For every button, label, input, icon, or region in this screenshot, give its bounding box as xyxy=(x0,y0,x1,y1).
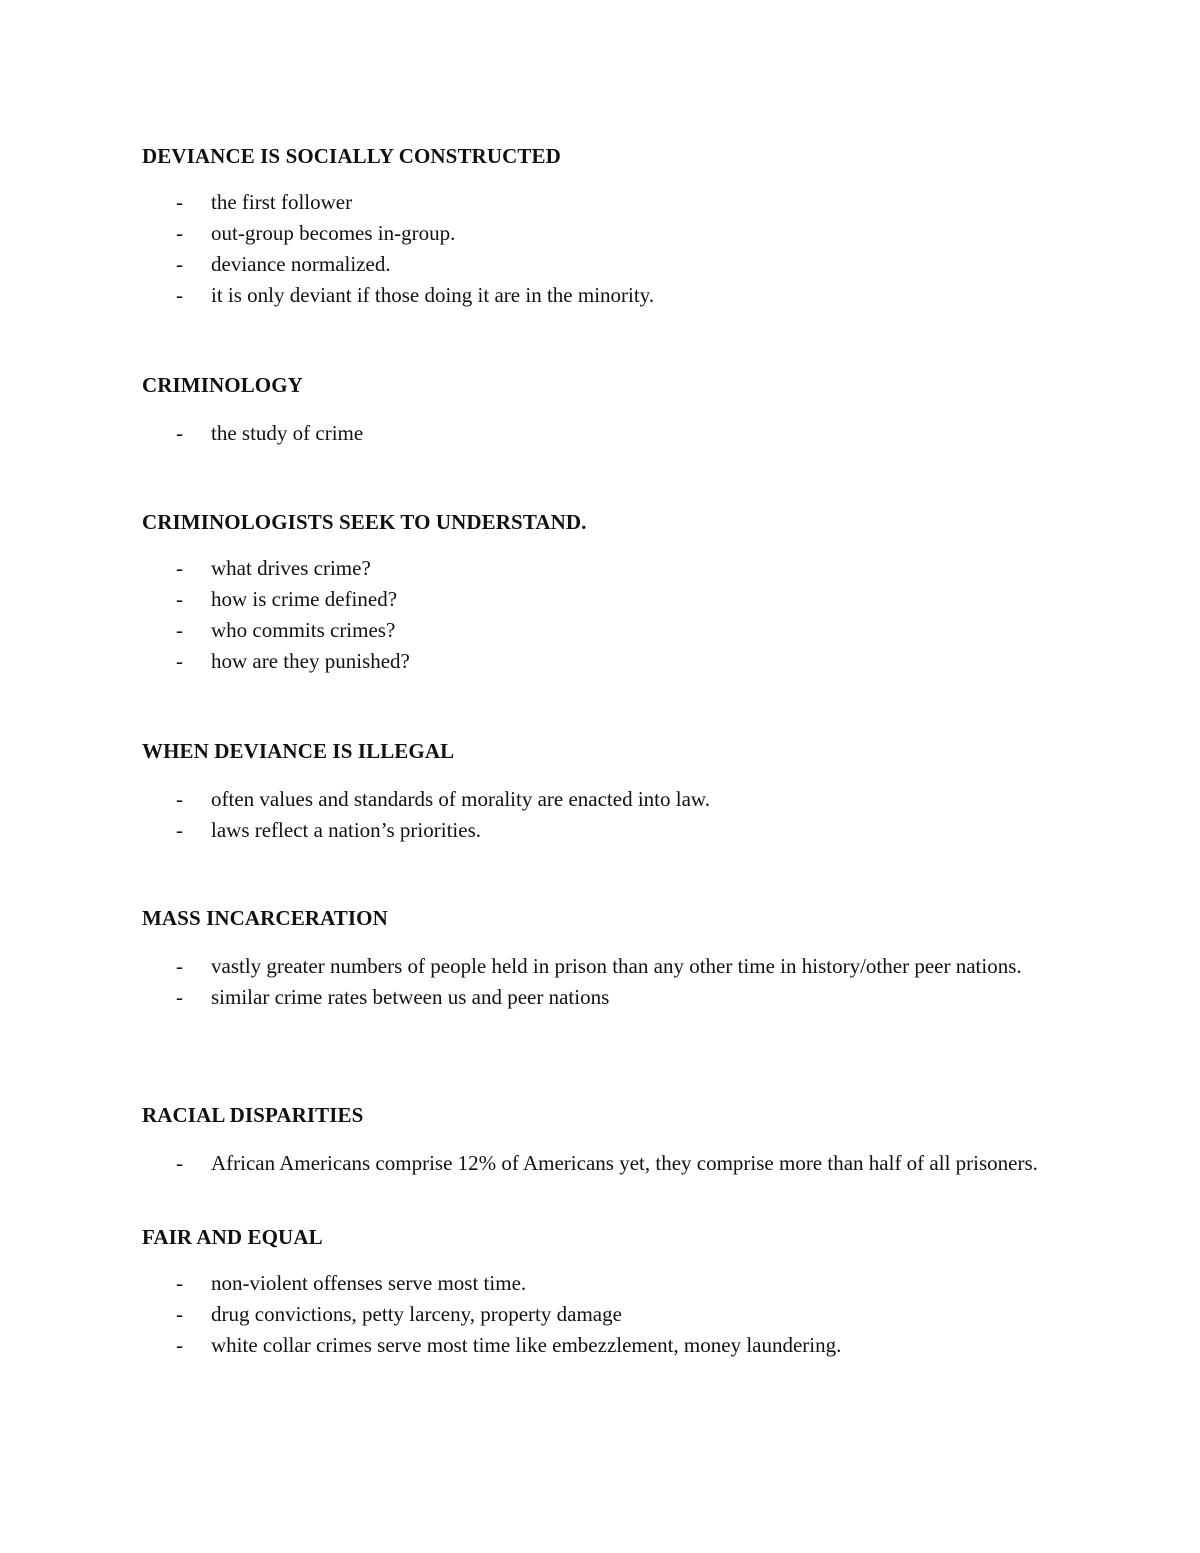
bullet-list xyxy=(142,951,1062,1013)
list-item xyxy=(142,1148,1062,1179)
section-racial-disparities xyxy=(142,1102,1062,1179)
list-item xyxy=(142,1330,1062,1361)
list-item xyxy=(142,280,1062,311)
section-deviance-socially-constructed xyxy=(142,143,1062,311)
list-item xyxy=(142,951,1062,982)
list-item xyxy=(142,418,1062,449)
list-item xyxy=(142,815,1062,846)
list-item xyxy=(142,982,1062,1013)
bullet-dash: - xyxy=(176,1302,183,1326)
list-item xyxy=(142,1299,1062,1330)
list-item-text: who commits crimes? xyxy=(211,618,396,642)
bullet-list xyxy=(142,784,1062,846)
section-heading: CRIMINOLOGY xyxy=(142,373,303,397)
list-item xyxy=(142,646,1062,677)
list-item-text: drug convictions, petty larceny, property damage xyxy=(211,1302,622,1326)
section-criminology xyxy=(142,372,1062,449)
list-item-text: white collar crimes serve most time like embezzlement, money laundering. xyxy=(211,1333,842,1357)
list-item xyxy=(142,187,1062,218)
bullet-dash: - xyxy=(176,421,183,445)
section-heading: MASS INCARCERATION xyxy=(142,906,388,930)
bullet-dash: - xyxy=(176,618,183,642)
bullet-dash: - xyxy=(176,556,183,580)
bullet-list xyxy=(142,418,1062,449)
list-item-text: out-group becomes in-group. xyxy=(211,221,456,245)
bullet-list xyxy=(142,187,1062,311)
section-criminologists-seek xyxy=(142,509,1062,677)
bullet-dash: - xyxy=(176,587,183,611)
section-heading: WHEN DEVIANCE IS ILLEGAL xyxy=(142,739,455,763)
list-item-text: deviance normalized. xyxy=(211,252,391,276)
section-heading: DEVIANCE IS SOCIALLY CONSTRUCTED xyxy=(142,144,561,168)
section-fair-and-equal xyxy=(142,1224,1062,1361)
bullet-list xyxy=(142,553,1062,677)
list-item xyxy=(142,1268,1062,1299)
bullet-dash: - xyxy=(176,252,183,276)
bullet-dash: - xyxy=(176,1271,183,1295)
list-item xyxy=(142,218,1062,249)
bullet-dash: - xyxy=(176,954,183,978)
list-item-text: how is crime defined? xyxy=(211,587,398,611)
bullet-dash: - xyxy=(176,283,183,307)
bullet-dash: - xyxy=(176,985,183,1009)
list-item xyxy=(142,584,1062,615)
list-item-text: what drives crime? xyxy=(211,556,371,580)
list-item-text: African Americans comprise 12% of Americans yet, they comprise more than half of all prisoners. xyxy=(211,1151,1038,1175)
list-item xyxy=(142,615,1062,646)
list-item-text: the study of crime xyxy=(211,421,364,445)
section-heading: RACIAL DISPARITIES xyxy=(142,1103,364,1127)
list-item-text: often values and standards of morality are enacted into law. xyxy=(211,787,710,811)
list-item-text: the first follower xyxy=(211,190,353,214)
bullet-dash: - xyxy=(176,1151,183,1175)
bullet-list xyxy=(142,1268,1062,1361)
bullet-dash: - xyxy=(176,1333,183,1357)
list-item xyxy=(142,784,1062,815)
list-item-text: non-violent offenses serve most time. xyxy=(211,1271,527,1295)
section-mass-incarceration xyxy=(142,905,1062,1013)
list-item-text: vastly greater numbers of people held in prison than any other time in history/other peer nations. xyxy=(211,954,1022,978)
list-item xyxy=(142,553,1062,584)
bullet-dash: - xyxy=(176,787,183,811)
section-heading: FAIR AND EQUAL xyxy=(142,1225,323,1249)
bullet-dash: - xyxy=(176,818,183,842)
section-when-deviance-illegal xyxy=(142,738,1062,846)
bullet-dash: - xyxy=(176,221,183,245)
bullet-dash: - xyxy=(176,649,183,673)
list-item-text: it is only deviant if those doing it are in the minority. xyxy=(211,283,655,307)
bullet-dash: - xyxy=(176,190,183,214)
list-item-text: how are they punished? xyxy=(211,649,410,673)
list-item-text: laws reflect a nation’s priorities. xyxy=(211,818,481,842)
list-item xyxy=(142,249,1062,280)
bullet-list xyxy=(142,1148,1062,1179)
list-item-text: similar crime rates between us and peer nations xyxy=(211,985,610,1009)
section-heading: CRIMINOLOGISTS SEEK TO UNDERSTAND. xyxy=(142,510,587,534)
